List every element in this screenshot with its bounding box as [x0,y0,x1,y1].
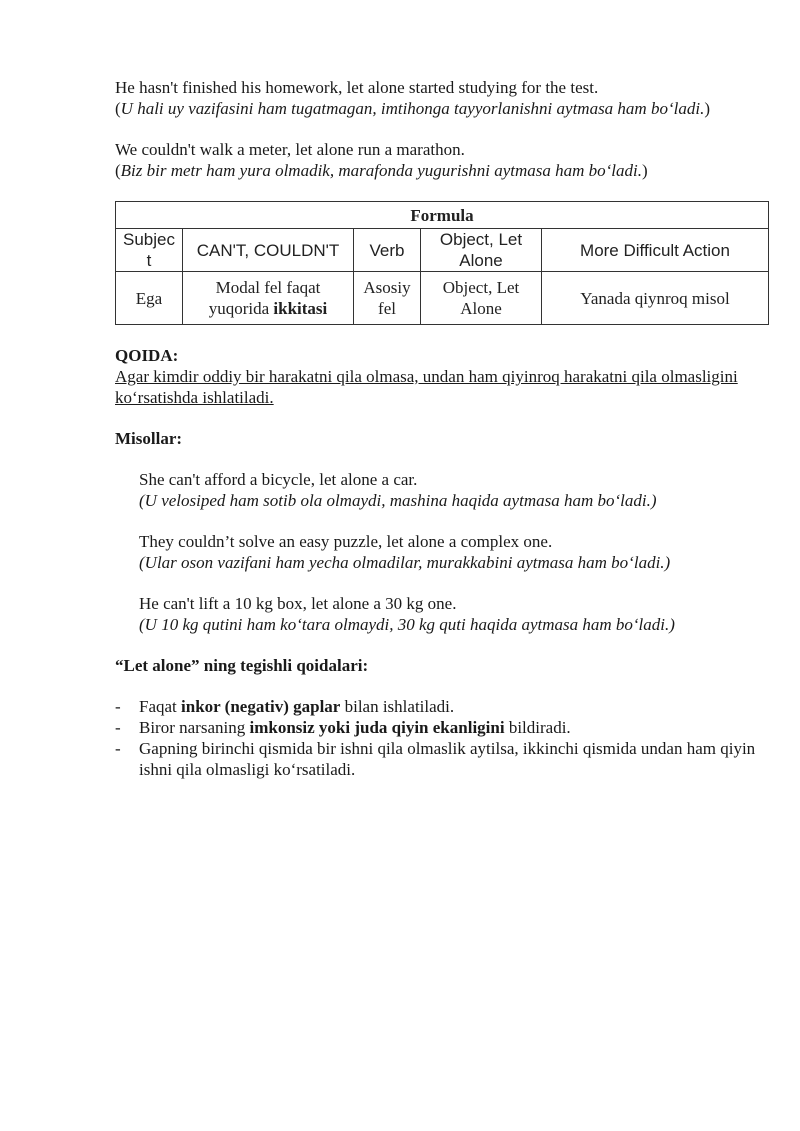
examples-heading: Misollar: [115,429,183,448]
cell-modal [183,272,354,325]
formula-table [115,201,769,325]
related-rules-heading-block [115,655,768,676]
related-rules-list [115,696,768,780]
example-item-1 [139,469,768,511]
cell-verb: Asosiy fel [354,272,421,325]
rule-item-text: Biror narsaning [139,718,250,737]
rule-item-text: Faqat [139,697,182,716]
list-item [115,717,768,738]
translation-text: Biz bir metr ham yura olmadik, marafonda yugurishni aytmasa ham bo‘ladi. [120,161,642,180]
example-english: They couldn’t solve an easy puzzle, let alone a complex one. [139,532,553,551]
rule-text: Agar kimdir oddiy bir harakatni qila olmasa, undan ham qiyinroq harakatni qila olmasligini ko‘rsatishda ishlatiladi. [115,367,738,407]
dash-bullet: - [115,697,121,716]
formula-header-row [116,229,769,272]
document-page [115,77,768,780]
example-translation: (U 10 kg qutini ham ko‘tara olmaydi, 30 kg quti haqida aytmasa ham bo‘ladi.) [139,615,675,634]
rule-item-bold: imkonsiz yoki juda qiyin ekanligini [249,718,505,737]
rule-item-text-end: bildiradi. [504,718,571,737]
example-translation: (Ular oson vazifani ham yecha olmadilar, murakkabini aytmasa ham bo‘ladi.) [139,553,671,572]
cell-subject: Ega [116,272,183,325]
header-subject: Subjec t [116,229,183,272]
example-english: He hasn't finished his homework, let alone started studying for the test. [115,78,599,97]
list-item [115,696,768,717]
header-modal: CAN'T, COULDN'T [183,229,354,272]
related-rules-heading: “Let alone” ning tegishli qoidalari: [115,656,369,675]
examples-heading-block [115,428,768,449]
rule-item-text-end: bilan ishlatiladi. [340,697,455,716]
cell-modal-bold: ikkitasi [273,299,328,318]
example-english: She can't afford a bicycle, let alone a car. [139,470,418,489]
list-item [115,738,768,780]
rule-heading: QOIDA: [115,346,179,365]
rule-item-bold: inkor (negativ) gaplar [181,697,341,716]
example-english: He can't lift a 10 kg box, let alone a 30 kg one. [139,594,457,613]
formula-body-row [116,272,769,325]
dash-bullet: - [115,718,121,737]
cell-difficult-action: Yanada qiynroq misol [542,272,769,325]
rule-section [115,345,768,408]
example-item-3 [139,593,768,635]
formula-title: Formula [116,202,769,229]
translation-text: U hali uy vazifasini ham tugatmagan, imtihonga tayyorlanishni aytmasa ham bo‘ladi. [120,99,705,118]
header-difficult-action: More Difficult Action [542,229,769,272]
dash-bullet: - [115,739,121,758]
intro-example-1 [115,77,768,119]
example-translation: (U velosiped ham sotib ola olmaydi, mashina haqida aytmasa ham bo‘ladi.) [139,491,657,510]
example-english: We couldn't walk a meter, let alone run a marathon. [115,140,465,159]
cell-object: Object, Let Alone [421,272,542,325]
example-translation: (Biz bir metr ham yura olmadik, marafonda yugurishni aytmasa ham bo‘ladi.) [115,161,648,180]
header-verb: Verb [354,229,421,272]
example-translation: (U hali uy vazifasini ham tugatmagan, imtihonga tayyorlanishni aytmasa ham bo‘ladi.) [115,99,710,118]
intro-example-2 [115,139,768,181]
rule-item-text: Gapning birinchi qismida bir ishni qila olmaslik aytilsa, ikkinchi qismida undan ham qiyin ishni qila olmasligi ko‘rsatiladi. [139,739,756,779]
example-item-2 [139,531,768,573]
cell-modal-text: Modal fel faqat yuqorida [208,278,321,318]
header-object: Object, Let Alone [421,229,542,272]
